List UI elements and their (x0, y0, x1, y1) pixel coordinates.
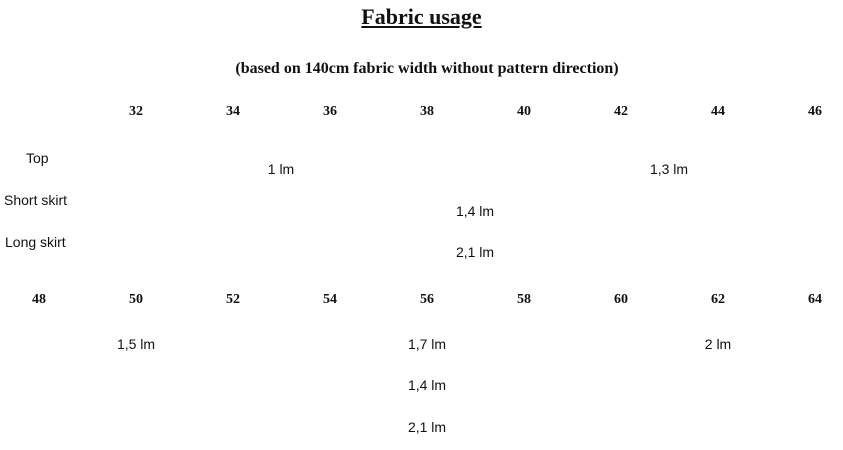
size-header: 52 (226, 292, 240, 307)
size-header: 56 (420, 292, 434, 307)
size-header: 50 (129, 292, 143, 307)
value-top-60-64: 2 lm (704, 336, 732, 352)
size-header: 40 (517, 104, 531, 119)
garment-label-top: Top (26, 150, 49, 166)
value-long-skirt-row2: 2,1 lm (407, 419, 447, 435)
page-subtitle: (based on 140cm fabric width without pattern direction) (235, 60, 619, 77)
size-header: 62 (711, 292, 725, 307)
size-header: 42 (614, 104, 628, 119)
size-header: 32 (129, 104, 143, 119)
size-header: 36 (323, 104, 337, 119)
size-header: 34 (226, 104, 240, 119)
value-long-skirt-row1: 2,1 lm (455, 244, 495, 260)
size-header: 48 (32, 292, 46, 307)
size-header: 54 (323, 292, 337, 307)
size-header: 44 (711, 104, 725, 119)
garment-label-short-skirt: Short skirt (4, 192, 68, 208)
value-short-skirt-row1: 1,4 lm (455, 203, 495, 219)
size-header: 64 (808, 292, 822, 307)
size-header: 58 (517, 292, 531, 307)
size-header: 38 (420, 104, 434, 119)
size-header: 60 (614, 292, 628, 307)
value-short-skirt-row2: 1,4 lm (407, 377, 447, 393)
garment-label-long-skirt: Long skirt (5, 234, 66, 250)
value-top-42-46: 1,3 lm (649, 161, 689, 177)
value-top-54-58: 1,7 lm (407, 336, 447, 352)
size-header: 46 (808, 104, 822, 119)
page-title: Fabric usage (361, 4, 482, 29)
value-top-32-36: 1 lm (267, 161, 295, 177)
value-top-48-52: 1,5 lm (116, 336, 156, 352)
